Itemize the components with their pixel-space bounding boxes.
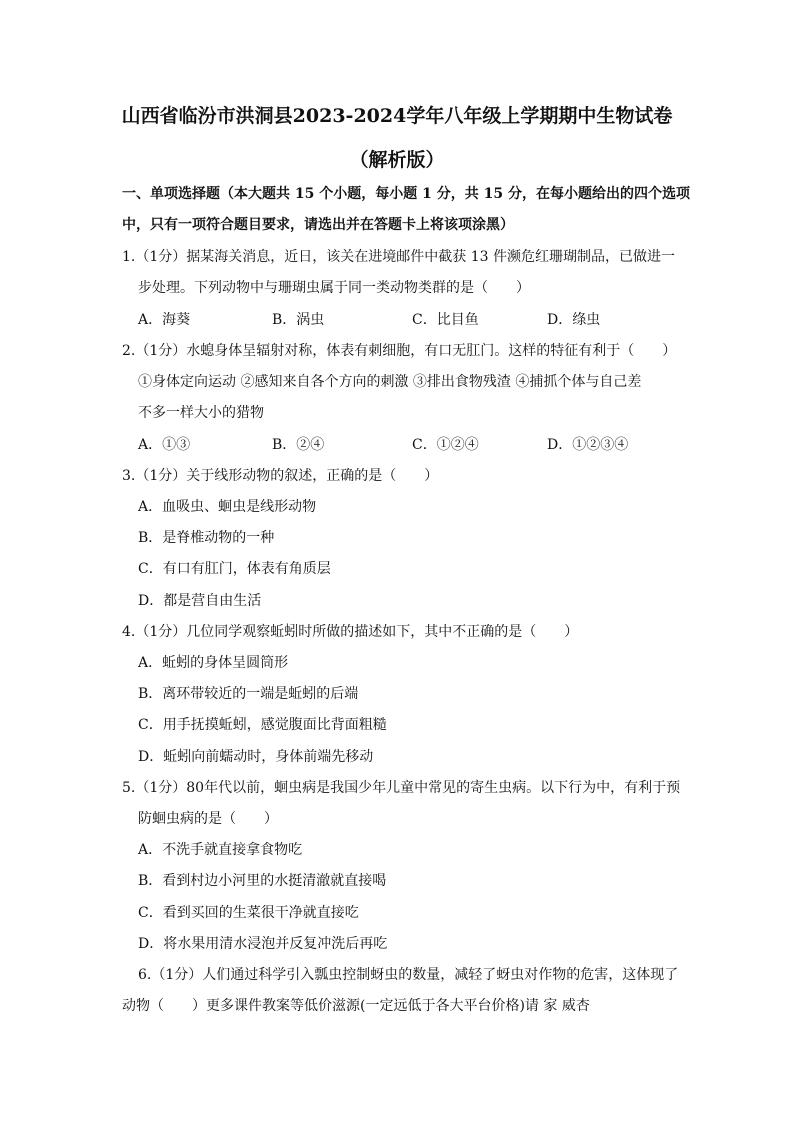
q2-option-d: D．①②③④ <box>547 437 629 453</box>
q1-option-b: B．涡虫 <box>272 312 325 328</box>
question-1-stem: 1.（1分）据某海关消息，近日，该关在进境邮件中截获 13 件濒危红珊瑚制品，已做进一 <box>122 249 675 265</box>
q5-option-d: D．将水果用清水浸泡并反复冲洗后再吃 <box>138 936 388 952</box>
q5-option-a: A．不洗手就直接拿食物吃 <box>138 842 303 858</box>
q1-option-a: A．海葵 <box>138 312 191 328</box>
q5-option-b: B．看到村边小河里的水挺清澈就直接喝 <box>138 873 387 889</box>
question-5-stem-cont: 防蛔虫病的是（ ） <box>138 811 278 827</box>
q2-option-c: C．①②④ <box>412 437 479 453</box>
q4-option-c: C．用手抚摸蚯蚓，感觉腹面比背面粗糙 <box>138 717 387 733</box>
q3-option-b: B．是脊椎动物的一种 <box>138 530 275 546</box>
q4-option-a: A．蚯蚓的身体呈圆筒形 <box>138 655 289 671</box>
doc-subtitle: （解析版） <box>349 149 445 171</box>
section-heading-cont: 中，只有一项符合题目要求，请选出并在答题卡上将该项涂黑） <box>122 217 514 233</box>
question-2-stem-cont: ①身体定向运动 ②感知来自各个方向的刺激 ③排出食物残渣 ④捕抓个体与自己差 <box>138 374 642 390</box>
q2-option-b: B．②④ <box>272 437 325 453</box>
q3-option-a: A．血吸虫、蛔虫是线形动物 <box>138 499 317 515</box>
question-2-stem-cont2: 不多一样大小的猎物 <box>138 405 264 421</box>
q5-option-c: C．看到买回的生菜很干净就直接吃 <box>138 905 359 921</box>
q3-option-c: C．有口有肛门，体表有角质层 <box>138 561 331 577</box>
q1-option-d: D．绦虫 <box>547 312 601 328</box>
q4-option-b: B．离环带较近的一端是蚯蚓的后端 <box>138 686 359 702</box>
q4-option-d: D．蚯蚓向前蠕动时，身体前端先移动 <box>138 749 374 765</box>
question-2-stem: 2.（1分）水螅身体呈辐射对称，体表有刺细胞，有口无肛门。这样的特征有利于（ ） <box>122 343 677 359</box>
question-6-stem: 6.（1分）人们通过科学引入瓢虫控制蚜虫的数量，减轻了蚜虫对作物的危害，这体现了 <box>138 967 679 983</box>
question-1-stem-cont: 步处理。下列动物中与珊瑚虫属于同一类动物类群的是（ ） <box>138 280 530 296</box>
q2-option-a: A．①③ <box>138 437 191 453</box>
question-5-stem: 5.（1分）80年代以前，蛔虫病是我国少年儿童中常见的寄生虫病。以下行为中，有利于预 <box>122 780 681 796</box>
question-4-stem: 4.（1分）几位同学观察蚯蚓时所做的描述如下，其中不正确的是（ ） <box>122 624 579 640</box>
doc-title: 山西省临汾市洪洞县2023-2024学年八年级上学期期中生物试卷 <box>121 105 673 127</box>
q3-option-d: D．都是营自由生活 <box>138 593 262 609</box>
question-6-stem-cont: 动物（ ）更多课件教案等低价滋源(一定远低于各大平台价格)请 家 威杏 <box>122 998 590 1014</box>
section-heading: 一、单项选择题（本大题共 15 个小题，每小题 1 分，共 15 分，在每小题给出的四个选项 <box>122 186 690 202</box>
q1-option-c: C．比目鱼 <box>412 312 479 328</box>
question-3-stem: 3.（1分）关于线形动物的叙述，正确的是（ ） <box>122 468 439 484</box>
